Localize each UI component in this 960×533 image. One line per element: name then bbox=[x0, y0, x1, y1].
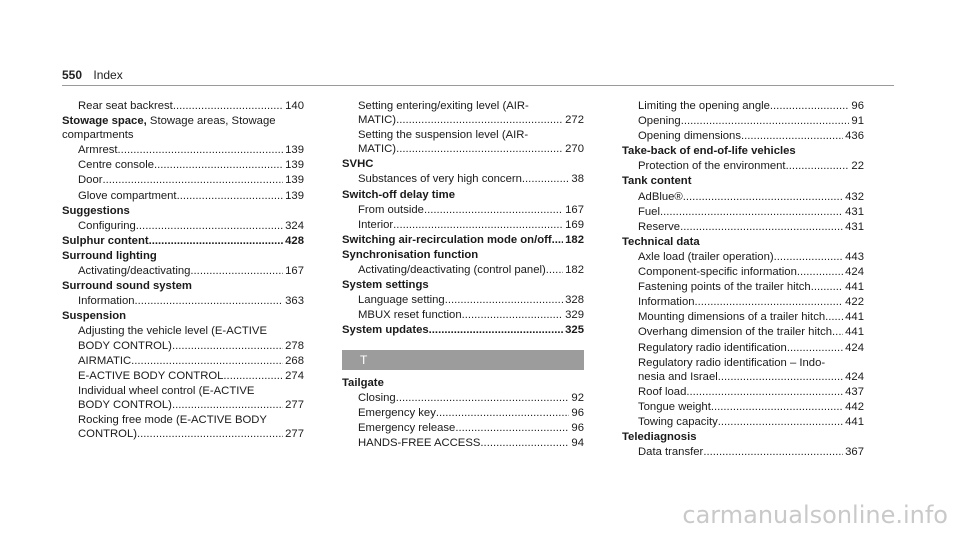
index-subentry-label: Information bbox=[78, 295, 135, 308]
index-subentry-label: CONTROL) bbox=[78, 428, 137, 441]
index-subentry-label: BODY CONTROL) bbox=[78, 398, 172, 411]
page-header bbox=[62, 68, 123, 82]
page-ref: 182 bbox=[565, 233, 584, 246]
leader-dots bbox=[396, 113, 563, 127]
index-subentry[interactable] bbox=[342, 421, 584, 435]
page-ref: 443 bbox=[845, 250, 864, 263]
index-column-1 bbox=[62, 99, 304, 442]
leader-dots bbox=[552, 233, 564, 247]
index-subentry[interactable] bbox=[622, 341, 864, 355]
index-subentry[interactable] bbox=[62, 294, 304, 308]
index-subentry-label: Configuring bbox=[78, 219, 136, 232]
index-subentry-label: AIRMATIC bbox=[78, 354, 132, 367]
index-heading-label: Stowage space, bbox=[62, 115, 147, 128]
page-ref: 422 bbox=[845, 296, 864, 309]
page-ref: 441 bbox=[845, 415, 864, 428]
index-heading: Technical data bbox=[622, 235, 700, 248]
header-divider bbox=[62, 85, 894, 86]
page-ref: 139 bbox=[285, 189, 304, 202]
index-subentry[interactable] bbox=[62, 219, 304, 233]
page-ref: 182 bbox=[565, 264, 584, 277]
page-ref: 167 bbox=[565, 203, 584, 216]
index-subentry[interactable] bbox=[622, 415, 864, 429]
index-subentry[interactable] bbox=[622, 205, 864, 219]
index-subentry-label: Component-specific information bbox=[638, 266, 797, 279]
page-number: 550 bbox=[62, 68, 83, 82]
index-subentry[interactable] bbox=[342, 406, 584, 420]
index-subentry-label: Mounting dimensions of a trailer hitch bbox=[638, 311, 826, 324]
index-heading: SVHC bbox=[342, 158, 374, 171]
index-subentry-label: Tongue weight bbox=[638, 400, 711, 413]
page-ref: 169 bbox=[565, 218, 584, 231]
leader-dots bbox=[522, 172, 570, 186]
index-subentry[interactable] bbox=[62, 369, 304, 383]
leader-dots bbox=[396, 142, 563, 156]
index-subentry[interactable] bbox=[622, 190, 864, 204]
index-subentry[interactable] bbox=[62, 99, 304, 113]
page-ref: 96 bbox=[851, 100, 864, 112]
leader-dots bbox=[695, 295, 844, 309]
leader-dots bbox=[797, 265, 843, 279]
page-ref: 441 bbox=[845, 281, 864, 294]
index-subentry[interactable] bbox=[342, 99, 584, 127]
index-subentry[interactable] bbox=[62, 173, 304, 187]
page-ref: 139 bbox=[285, 144, 304, 157]
index-subentry[interactable] bbox=[62, 189, 304, 203]
index-subentry-label: Data transfer bbox=[638, 446, 704, 459]
index-heading: Suggestions bbox=[62, 204, 130, 217]
index-subentry-label: Glove compartment bbox=[78, 189, 177, 202]
index-subentry-line2 bbox=[78, 427, 304, 441]
page-ref: 424 bbox=[845, 341, 864, 354]
index-subentry-label: MBUX reset function bbox=[358, 309, 462, 322]
page-ref: 442 bbox=[845, 400, 864, 413]
page-ref: 328 bbox=[565, 294, 584, 307]
leader-dots bbox=[462, 308, 564, 322]
index-heading: Surround sound system bbox=[62, 280, 192, 293]
index-subentry[interactable] bbox=[62, 324, 304, 352]
index-subentry-label: nesia and Israel bbox=[638, 370, 718, 383]
index-subentry[interactable] bbox=[622, 295, 864, 309]
index-heading: Switch-off delay time bbox=[342, 188, 455, 201]
index-heading: Take-back of end-of-life vehicles bbox=[622, 145, 796, 158]
index-subentry-line2 bbox=[638, 370, 864, 384]
leader-dots bbox=[137, 427, 283, 441]
index-subentry[interactable] bbox=[342, 172, 584, 186]
index-subentry[interactable] bbox=[62, 384, 304, 412]
index-subentry-label: Reserve bbox=[638, 220, 681, 233]
leader-dots bbox=[172, 398, 283, 412]
index-subentry-line2 bbox=[78, 339, 304, 353]
index-subentry-label: Overhang dimension of the trailer hitch bbox=[638, 326, 833, 339]
page-ref: 437 bbox=[845, 385, 864, 398]
index-subentry[interactable] bbox=[62, 158, 304, 172]
index-subentry-label: Fuel bbox=[638, 205, 660, 218]
page-ref: 277 bbox=[285, 428, 304, 441]
index-subentry-label: Information bbox=[638, 296, 695, 309]
index-subentry[interactable] bbox=[342, 391, 584, 405]
page-ref: 277 bbox=[285, 398, 304, 411]
index-subentry[interactable] bbox=[622, 445, 864, 459]
leader-dots bbox=[480, 436, 569, 450]
index-subentry[interactable] bbox=[62, 413, 304, 441]
index-subentry-label-line1: Setting entering/exiting level (AIR- bbox=[358, 100, 529, 112]
index-subentry-label: From outside bbox=[358, 203, 424, 216]
index-subentry[interactable] bbox=[622, 325, 864, 339]
index-heading: Surround lighting bbox=[62, 249, 157, 262]
index-subentry[interactable] bbox=[62, 143, 304, 157]
index-subentry-label: Towing capacity bbox=[638, 415, 718, 428]
index-column-3 bbox=[622, 99, 864, 460]
index-subentry-label: Activating/deactivating bbox=[78, 265, 191, 278]
leader-dots bbox=[786, 159, 850, 173]
leader-dots bbox=[393, 218, 563, 232]
page-ref: 139 bbox=[285, 159, 304, 172]
index-heading: Telediagnosis bbox=[622, 431, 697, 444]
leader-dots bbox=[680, 220, 843, 234]
index-section-letter: T bbox=[342, 350, 584, 370]
page-ref: 268 bbox=[285, 354, 304, 367]
index-subentry-label-line1: Regulatory radio identification – Indo- bbox=[638, 356, 826, 369]
index-subentry-label: Regulatory radio identification bbox=[638, 341, 787, 354]
page-ref: 441 bbox=[845, 311, 864, 324]
index-subentry-label: Language setting bbox=[358, 294, 445, 307]
index-subentry[interactable] bbox=[622, 356, 864, 384]
leader-dots bbox=[546, 263, 563, 277]
leader-dots bbox=[683, 190, 843, 204]
page-ref: 272 bbox=[565, 114, 584, 127]
index-subentry[interactable] bbox=[622, 385, 864, 399]
leader-dots bbox=[177, 189, 284, 203]
index-subentry-label: AdBlue® bbox=[638, 190, 683, 203]
leader-dots bbox=[711, 400, 843, 414]
index-subentry[interactable] bbox=[342, 308, 584, 322]
index-subentry-label: Opening dimensions bbox=[638, 130, 741, 143]
index-subentry[interactable] bbox=[342, 263, 584, 277]
index-subentry-label: Roof load bbox=[638, 385, 687, 398]
leader-dots bbox=[718, 370, 843, 384]
page-ref: 424 bbox=[845, 370, 864, 383]
page-ref: 329 bbox=[565, 309, 584, 322]
index-subentry[interactable] bbox=[622, 265, 864, 279]
leader-dots bbox=[681, 114, 850, 128]
index-heading: Synchronisation function bbox=[342, 248, 479, 261]
index-subentry-label: MATIC) bbox=[358, 114, 397, 127]
index-heading-label: System updates bbox=[342, 324, 429, 337]
index-subentry-label: Axle load (trailer operation) bbox=[638, 250, 774, 263]
index-subentry-label: Fastening points of the trailer hitch bbox=[638, 281, 811, 294]
leader-dots bbox=[436, 406, 570, 420]
index-heading-entry[interactable] bbox=[62, 234, 304, 248]
index-heading: Tank content bbox=[622, 175, 692, 188]
leader-dots bbox=[154, 158, 283, 172]
index-subentry[interactable] bbox=[622, 129, 864, 143]
index-heading-entry[interactable] bbox=[342, 323, 584, 337]
leader-dots bbox=[396, 391, 570, 405]
index-subentry-label: Rear seat backrest bbox=[78, 100, 173, 112]
index-subentry-label: Activating/deactivating (control panel) bbox=[358, 264, 546, 277]
page-ref: 96 bbox=[571, 406, 584, 419]
index-subentry[interactable] bbox=[62, 354, 304, 368]
leader-dots bbox=[118, 143, 284, 157]
index-subentry-label: MATIC) bbox=[358, 143, 397, 156]
page-ref: 140 bbox=[285, 100, 304, 112]
page-ref: 92 bbox=[571, 391, 584, 404]
index-subentry[interactable] bbox=[622, 99, 864, 113]
index-subentry-line2 bbox=[78, 398, 304, 412]
page-ref: 441 bbox=[845, 326, 864, 339]
page-ref: 270 bbox=[565, 143, 584, 156]
leader-dots bbox=[103, 173, 284, 187]
index-subentry-label: Substances of very high concern bbox=[358, 173, 522, 186]
index-heading-label: Sulphur content bbox=[62, 234, 149, 247]
index-heading: Suspension bbox=[62, 310, 127, 323]
leader-dots bbox=[135, 294, 284, 308]
index-subentry[interactable] bbox=[342, 436, 584, 450]
leader-dots bbox=[445, 293, 563, 307]
index-heading-synonyms: Stowage areas, Stowage compartments bbox=[62, 115, 276, 142]
page-ref: 139 bbox=[285, 174, 304, 187]
leader-dots bbox=[455, 421, 569, 435]
index-subentry[interactable] bbox=[342, 218, 584, 232]
index-subentry-label-line1: Rocking free mode (E-ACTIVE BODY bbox=[78, 413, 267, 426]
page-ref: 274 bbox=[285, 369, 304, 382]
leader-dots bbox=[131, 354, 283, 368]
index-column-2 bbox=[342, 99, 584, 451]
page-ref: 22 bbox=[851, 160, 864, 173]
leader-dots bbox=[136, 219, 283, 233]
leader-dots bbox=[686, 385, 843, 399]
page-ref: 94 bbox=[571, 436, 584, 449]
index-subentry-label-line1: Setting the suspension level (AIR- bbox=[358, 129, 529, 142]
page-ref: 96 bbox=[571, 421, 584, 434]
index-heading-entry[interactable] bbox=[342, 233, 584, 247]
index-subentry[interactable] bbox=[622, 280, 864, 294]
leader-dots bbox=[832, 325, 843, 339]
leader-dots bbox=[774, 250, 844, 264]
index-subentry[interactable] bbox=[622, 159, 864, 173]
index-subentry[interactable] bbox=[622, 400, 864, 414]
index-subentry-line2 bbox=[358, 142, 584, 156]
index-subentry-label: Closing bbox=[358, 391, 396, 404]
index-subentry[interactable] bbox=[62, 264, 304, 278]
leader-dots bbox=[173, 99, 283, 113]
section-title: Index bbox=[93, 68, 123, 82]
leader-dots bbox=[811, 280, 843, 294]
page-ref: 436 bbox=[845, 130, 864, 143]
index-subentry-label: Interior bbox=[358, 218, 394, 231]
index-subentry[interactable] bbox=[622, 310, 864, 324]
page-ref: 91 bbox=[851, 115, 864, 128]
page-ref: 167 bbox=[285, 265, 304, 278]
index-subentry[interactable] bbox=[622, 114, 864, 128]
index-heading: System settings bbox=[342, 279, 429, 292]
index-subentry-label: Emergency release bbox=[358, 421, 456, 434]
page-ref: 431 bbox=[845, 220, 864, 233]
leader-dots bbox=[718, 415, 843, 429]
index-heading-label: Switching air-recirculation mode on/off bbox=[342, 233, 552, 246]
leader-dots bbox=[660, 205, 843, 219]
leader-dots bbox=[741, 129, 843, 143]
index-heading: Tailgate bbox=[342, 376, 384, 389]
page-ref: 432 bbox=[845, 190, 864, 203]
page-ref: 278 bbox=[285, 339, 304, 352]
index-subentry-label-line1: Individual wheel control (E-ACTIVE bbox=[78, 384, 255, 397]
leader-dots bbox=[429, 323, 563, 337]
index-subentry-label: Opening bbox=[638, 115, 681, 128]
leader-dots bbox=[149, 234, 284, 248]
index-subentry[interactable] bbox=[342, 293, 584, 307]
index-subentry-label: Protection of the environment bbox=[638, 160, 786, 173]
index-subentry[interactable] bbox=[622, 220, 864, 234]
leader-dots bbox=[223, 369, 283, 383]
leader-dots bbox=[825, 310, 843, 324]
index-subentry-label: HANDS-FREE ACCESS bbox=[358, 436, 481, 449]
index-subentry-label: Door bbox=[78, 174, 103, 187]
index-subentry-line2 bbox=[358, 113, 584, 127]
page-ref: 428 bbox=[285, 234, 304, 247]
index-subentry[interactable] bbox=[342, 203, 584, 217]
index-subentry-label: E-ACTIVE BODY CONTROL bbox=[78, 369, 224, 382]
index-subentry-label: Armrest bbox=[78, 144, 118, 157]
leader-dots bbox=[424, 203, 563, 217]
page-ref: 324 bbox=[285, 219, 304, 232]
index-subentry-label: Limiting the opening angle bbox=[638, 100, 770, 112]
page-ref: 363 bbox=[285, 295, 304, 308]
page-ref: 325 bbox=[565, 324, 584, 337]
leader-dots bbox=[770, 99, 850, 113]
index-heading bbox=[62, 114, 304, 142]
index-subentry-label: Centre console bbox=[78, 159, 154, 172]
page-ref: 424 bbox=[845, 266, 864, 279]
index-subentry-label-line1: Adjusting the vehicle level (E-ACTIVE bbox=[78, 325, 267, 338]
index-subentry-label: Emergency key bbox=[358, 406, 436, 419]
leader-dots bbox=[190, 264, 283, 278]
index-subentry[interactable] bbox=[342, 128, 584, 156]
index-subentry-label: BODY CONTROL) bbox=[78, 339, 172, 352]
watermark: carmanualsonline.info bbox=[682, 501, 948, 529]
leader-dots bbox=[172, 339, 283, 353]
page-ref: 431 bbox=[845, 205, 864, 218]
leader-dots bbox=[787, 341, 843, 355]
page-ref: 38 bbox=[571, 173, 584, 186]
page-ref: 367 bbox=[845, 446, 864, 459]
index-subentry[interactable] bbox=[622, 250, 864, 264]
leader-dots bbox=[703, 445, 843, 459]
